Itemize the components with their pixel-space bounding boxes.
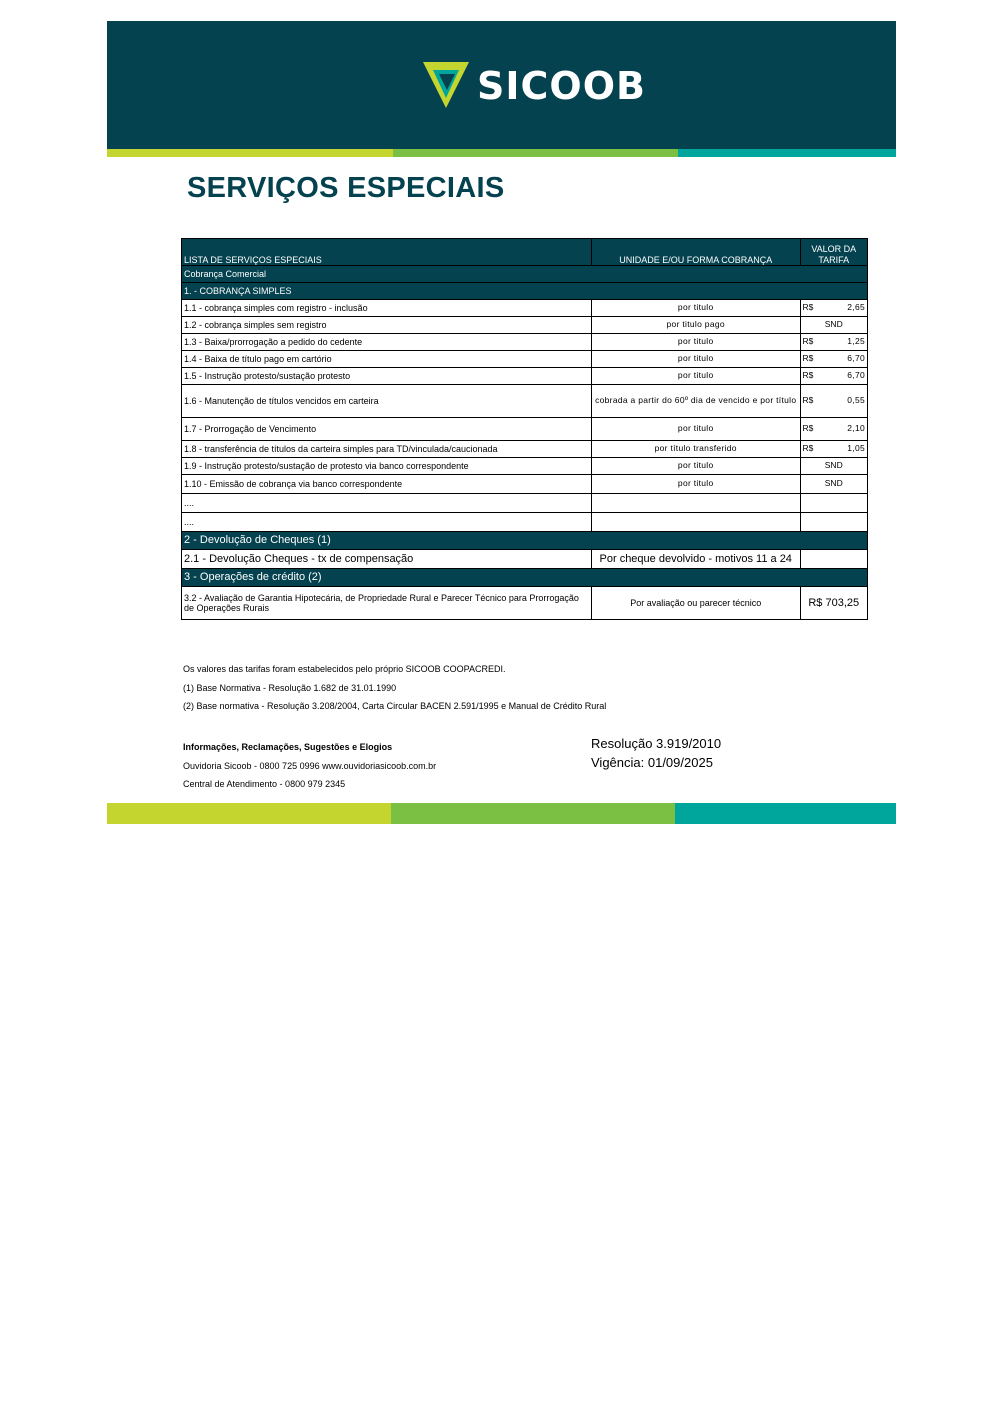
- table-row: [182, 385, 868, 418]
- value-cell: R$ 1,05: [800, 441, 868, 458]
- value-cell: [800, 550, 868, 569]
- header-stripe: [107, 149, 896, 157]
- unit-cell: por titulo: [591, 418, 800, 441]
- header-unit: UNIDADE E/OU FORMA COBRANÇA: [591, 239, 800, 266]
- vigencia-line: Vigência: 01/09/2025: [591, 755, 713, 770]
- value-cell: SND: [800, 475, 868, 494]
- table-row: [182, 550, 868, 569]
- page-title: SERVIÇOS ESPECIAIS: [187, 172, 505, 204]
- sicoob-logo: [423, 62, 646, 110]
- value-cell: SND: [800, 317, 868, 334]
- unit-cell: por titulo: [591, 475, 800, 494]
- unit-cell: por titulo: [591, 300, 800, 317]
- unit-cell: por titulo: [591, 334, 800, 351]
- section-title: 3 - Operações de crédito (2): [182, 569, 868, 587]
- sicoob-logo-icon: [423, 62, 469, 110]
- table-row: [182, 368, 868, 385]
- value-cell: R$ 6,70: [800, 351, 868, 368]
- page-header: [107, 21, 896, 149]
- section-row: [182, 283, 868, 300]
- central-line: Central de Atendimento - 0800 979 2345: [183, 779, 346, 789]
- group-label: Cobrança Comercial: [182, 266, 868, 283]
- table-header-row: [182, 239, 868, 266]
- unit-cell: por titulo: [591, 458, 800, 475]
- service-cell: 1.4 - Baixa de título pago em cartório: [182, 351, 592, 368]
- table-row: [182, 334, 868, 351]
- contact-info: [183, 738, 436, 794]
- service-cell: 1.5 - Instrução protesto/sustação protesto: [182, 368, 592, 385]
- value-cell: [800, 494, 868, 513]
- table-row: [182, 418, 868, 441]
- value-cell: R$ 1,25: [800, 334, 868, 351]
- service-cell: ....: [182, 494, 592, 513]
- table-row: [182, 587, 868, 620]
- service-cell: 1.9 - Instrução protesto/sustação de protesto via banco correspondente: [182, 458, 592, 475]
- footer-stripe: [107, 803, 896, 824]
- contact-heading: Informações, Reclamações, Sugestões e Elogios: [183, 742, 393, 752]
- service-cell: 2.1 - Devolução Cheques - tx de compensação: [182, 550, 592, 569]
- footnotes: [183, 660, 606, 716]
- table-row: [182, 317, 868, 334]
- value-cell: SND: [800, 458, 868, 475]
- unit-cell: cobrada a partir do 60º dia de vencido e por título: [591, 385, 800, 418]
- note-tariffs: Os valores das tarifas foram estabelecidos pelo próprio SICOOB COOPACREDI.: [183, 664, 506, 674]
- service-cell: 1.8 - transferência de títulos da carteira simples para TD/vinculada/caucionada: [182, 441, 592, 458]
- group-row: [182, 266, 868, 283]
- service-cell: 1.3 - Baixa/prorrogação a pedido do cedente: [182, 334, 592, 351]
- table-row: [182, 458, 868, 475]
- service-cell: 1.7 - Prorrogação de Vencimento: [182, 418, 592, 441]
- unit-cell: por titulo: [591, 368, 800, 385]
- unit-cell: [591, 513, 800, 532]
- section-row: [182, 569, 868, 587]
- value-cell: [800, 513, 868, 532]
- table-row: [182, 300, 868, 317]
- resolution-line: Resolução 3.919/2010: [591, 736, 722, 751]
- value-cell: R$ 0,55: [800, 385, 868, 418]
- table-row: [182, 494, 868, 513]
- service-cell: 1.10 - Emissão de cobrança via banco correspondente: [182, 475, 592, 494]
- service-cell: 1.1 - cobrança simples com registro - inclusão: [182, 300, 592, 317]
- brand-name: SICOOB: [477, 64, 646, 108]
- value-cell: R$ 6,70: [800, 368, 868, 385]
- note-1: (1) Base Normativa - Resolução 1.682 de 31.01.1990: [183, 682, 397, 693]
- section-title: 2 - Devolução de Cheques (1): [182, 532, 868, 550]
- table-row: [182, 351, 868, 368]
- unit-cell: por titulo pago: [591, 317, 800, 334]
- table-row: [182, 513, 868, 532]
- resolution-info: [591, 734, 721, 772]
- value-cell: R$ 2,10: [800, 418, 868, 441]
- section-title: 1. - COBRANÇA SIMPLES: [182, 283, 868, 300]
- ouvidoria-line: Ouvidoria Sicoob - 0800 725 0996 www.ouvidoriasicoob.com.br: [183, 760, 437, 771]
- unit-cell: por título transferido: [591, 441, 800, 458]
- table-row: [182, 441, 868, 458]
- service-cell: 3.2 - Avaliação de Garantia Hipotecária, de Propriedade Rural e Parecer Técnico para Prorrogação de Operações Rurais: [182, 587, 592, 620]
- unit-cell: por titulo: [591, 351, 800, 368]
- note-2: (2) Base normativa - Resolução 3.208/2004, Carta Circular BACEN 2.591/1995 e Manual de Crédito Rural: [183, 701, 607, 711]
- unit-cell: [591, 494, 800, 513]
- unit-cell: Por cheque devolvido - motivos 11 a 24: [591, 550, 800, 569]
- header-services: LISTA DE SERVIÇOS ESPECIAIS: [182, 239, 592, 266]
- value-cell: R$ 703,25: [800, 587, 868, 620]
- service-cell: 1.2 - cobrança simples sem registro: [182, 317, 592, 334]
- table-row: [182, 475, 868, 494]
- tariff-table: [181, 238, 868, 620]
- header-value: VALOR DA TARIFA: [800, 239, 868, 266]
- section-row: [182, 532, 868, 550]
- value-cell: R$ 2,65: [800, 300, 868, 317]
- service-cell: ....: [182, 513, 592, 532]
- service-cell: 1.6 - Manutenção de títulos vencidos em carteira: [182, 385, 592, 418]
- unit-cell: Por avaliação ou parecer técnico: [591, 587, 800, 620]
